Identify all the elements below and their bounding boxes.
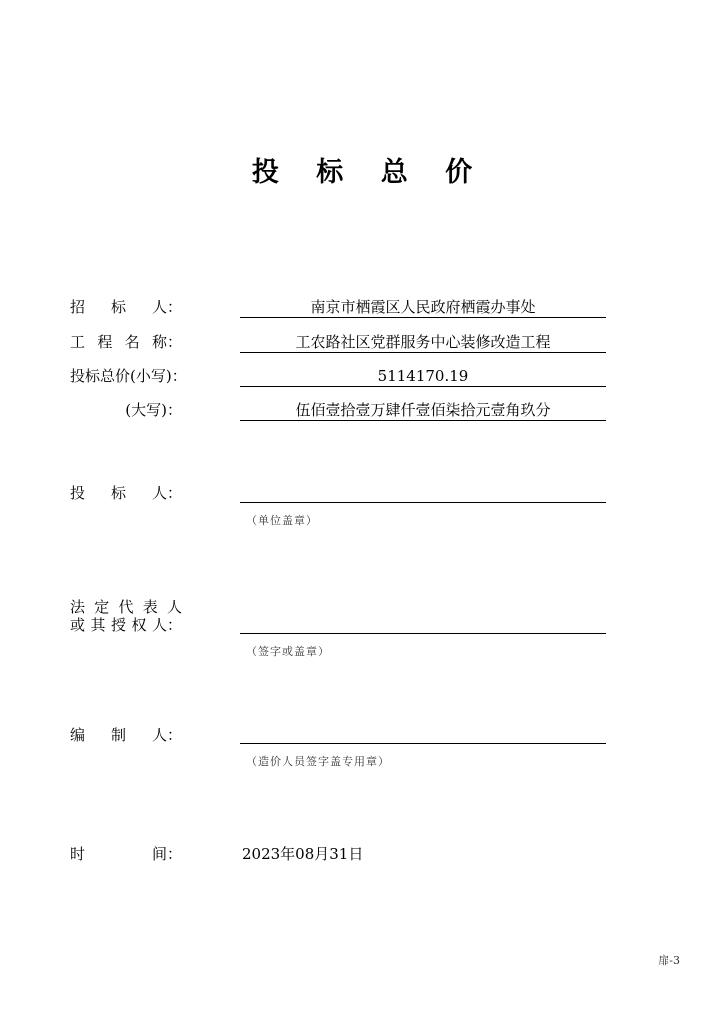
tenderer-label-char-3: 人： [151,298,182,316]
project-label-char-1: 工 [70,333,86,351]
project-label-char-4: 称： [151,333,182,351]
compiler-signature-line [240,743,606,744]
time-label [70,845,182,863]
bidder-label-char-1: 投 [70,484,86,502]
price-small-value: 5114170.19 [240,367,606,387]
bidder-label-char-3: 人： [151,484,182,502]
rep-label-line1-char-4: 表 [142,598,158,616]
project-label [70,333,182,351]
rep-label-line1-char-1: 法 [70,598,86,616]
rep-label-line2-char-2: 其 [90,616,106,634]
tenderer-label-char-2: 标 [110,298,126,316]
rep-note: （签字或盖章） [246,645,330,658]
price-big-value: 伍佰壹拾壹万肆仟壹佰柒拾元壹角玖分 [240,401,606,421]
project-value: 工农路社区党群服务中心装修改造工程 [240,333,606,353]
tenderer-value: 南京市栖霞区人民政府栖霞办事处 [240,298,606,318]
price-big-label-text: (大写)： [125,401,182,419]
page-title: 投 标 总 价 [251,157,487,188]
rep-label-line2-char-4: 权 [131,616,147,634]
compiler-label-char-3: 人： [151,726,182,744]
rep-label-line1-char-3: 代 [118,598,134,616]
rep-label-line1-char-2: 定 [94,598,110,616]
tenderer-label [70,298,182,316]
price-big-label [70,401,182,419]
bidder-label-char-2: 标 [110,484,126,502]
time-label-char-2: 间： [151,845,182,863]
rep-label-line1 [70,598,182,616]
price-small-label [70,367,187,385]
rep-label-line2-char-5: 人： [151,616,182,634]
project-label-char-3: 名 [124,333,140,351]
bidder-label [70,484,182,502]
page-number: 扉-3 [658,954,680,967]
rep-label-line2-char-1: 或 [70,616,86,634]
project-label-char-2: 程 [97,333,113,351]
compiler-label-char-2: 制 [110,726,126,744]
compiler-note: （造价人员签字盖专用章） [246,755,390,768]
rep-label-line1-char-5: 人 [166,598,182,616]
price-small-label-text: 投标总价(小写)： [70,367,187,385]
bidder-signature-line [240,502,606,503]
bidder-note: （单位盖章） [246,514,318,527]
time-value: 2023年08月31日 [242,845,364,863]
compiler-label [70,726,182,744]
rep-signature-line [240,633,606,634]
tenderer-label-char-1: 招 [70,298,86,316]
rep-label-line2-char-3: 授 [110,616,126,634]
compiler-label-char-1: 编 [70,726,86,744]
rep-label-line2 [70,616,182,634]
time-label-char-1: 时 [70,845,86,863]
